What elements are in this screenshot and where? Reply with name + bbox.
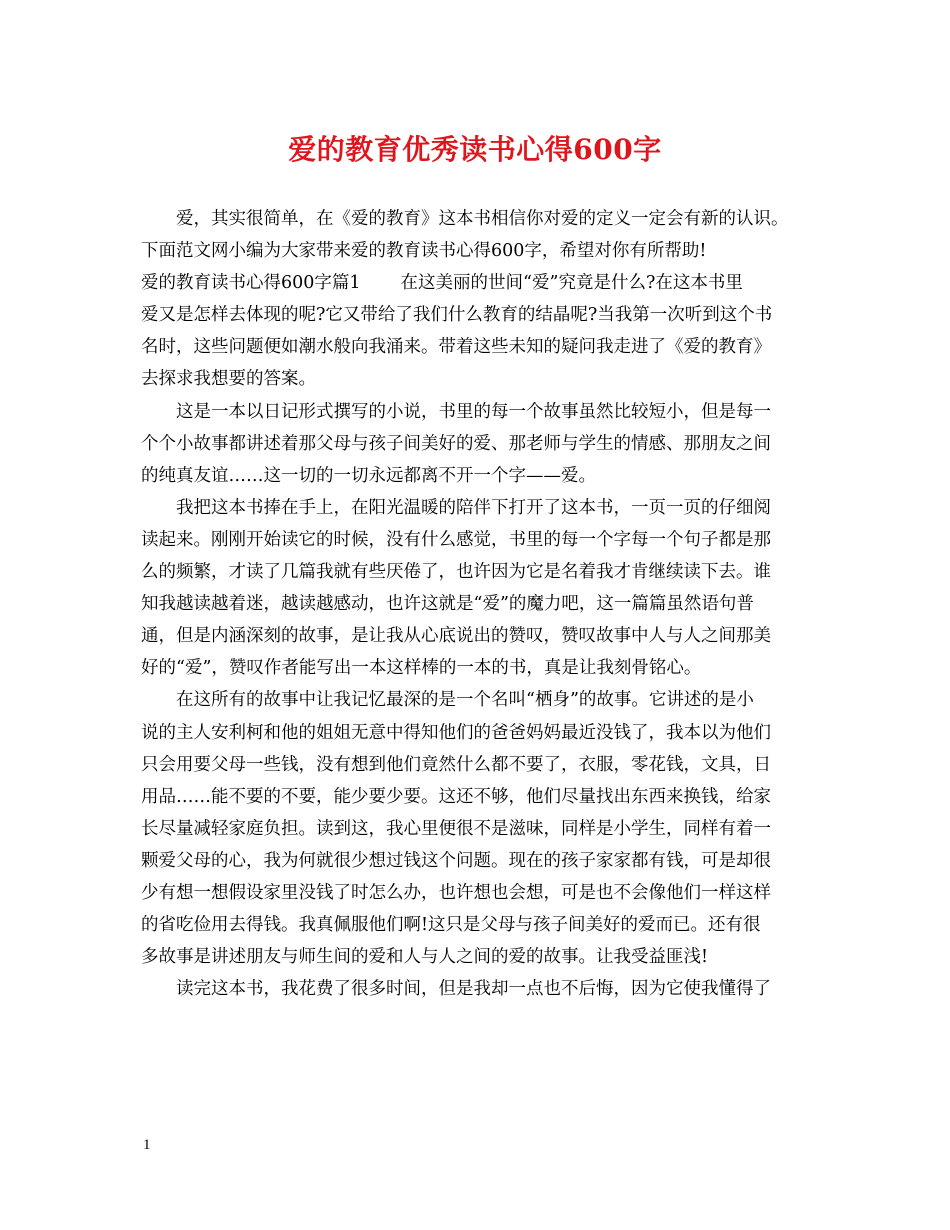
section-heading: 爱的教育读书心得600字篇1 <box>141 273 361 294</box>
text-line: 的纯真友谊……这一切的一切永远都离不开一个字——爱。 <box>141 465 596 486</box>
text-line: 去探求我想要的答案。 <box>141 369 316 390</box>
text-line: 下面范文网小编为大家带来爱的教育读书心得600字，希望对你有所帮助! <box>141 241 707 262</box>
text-line: 名时，这些问题便如潮水般向我涌来。带着这些未知的疑问我走进了《爱的教育》 <box>141 337 771 358</box>
text-line: 多故事是讲述朋友与师生间的爱和人与人之间的爱的故事。让我受益匪浅! <box>141 947 709 968</box>
text-line: 爱，其实很简单，在《爱的教育》这本书相信你对爱的定义一定会有新的认识。 <box>176 209 789 229</box>
text-line: 这是一本以日记形式撰写的小说，书里的每一个故事虽然比较短小，但是每一 <box>176 401 771 422</box>
document-body <box>141 203 813 1005</box>
text-line: 个个小故事都讲述着那父母与孩子间美好的爱、那老师与学生的情感、那朋友之间 <box>141 433 771 454</box>
text-line: 用品……能不要的不要，能少要少要。这还不够，他们尽量找出东西来换钱，给家 <box>141 786 771 807</box>
text-line <box>141 267 813 299</box>
text-line: 只会用要父母一些钱，没有想到他们竟然什么都不要了，衣服，零花钱，文具，日 <box>141 754 771 775</box>
page-number: 1 <box>143 1137 151 1153</box>
text-segment: 在这美丽的世间“爱”究竟是什么?在这本书里 <box>400 273 743 294</box>
text-line: 爱又是怎样去体现的呢?它又带给了我们什么教育的结晶呢?当我第一次听到这个书 <box>141 305 773 326</box>
text-line: 知我越读越着迷，越读越感动，也许这就是“爱”的魔力吧，这一篇篇虽然语句普 <box>141 594 754 615</box>
text-line: 么的频繁，才读了几篇我就有些厌倦了，也许因为它是名着我才肯继续读下去。谁 <box>141 562 771 583</box>
text-line: 好的“爱”，赞叹作者能写出一本这样棒的一本的书，真是让我刻骨铭心。 <box>141 658 702 679</box>
text-line: 通，但是内涵深刻的故事，是让我从心底说出的赞叹，赞叹故事中人与人之间那美 <box>141 626 771 647</box>
text-line: 说的主人安利柯和他的姐姐无意中得知他们的爸爸妈妈最近没钱了，我本以为他们 <box>141 722 771 743</box>
text-line: 长尽量减轻家庭负担。读到这，我心里便很不是滋味，同样是小学生，同样有着一 <box>141 818 771 839</box>
text-line: 在这所有的故事中让我记忆最深的是一个名叫“栖身”的故事。它讲述的是小 <box>176 690 754 711</box>
text-line: 读起来。刚刚开始读它的时候，没有什么感觉，书里的每一个字每一个句子都是那 <box>141 529 771 550</box>
text-line: 我把这本书捧在手上，在阳光温暖的陪伴下打开了这本书，一页一页的仔细阅 <box>176 497 771 518</box>
text-line: 的省吃俭用去得钱。我真佩服他们啊!这只是父母与孩子间美好的爱而已。还有很 <box>141 915 761 936</box>
document-title: 爱的教育优秀读书心得600字 <box>288 133 662 166</box>
text-line: 颗爱父母的心，我为何就很少想过钱这个问题。现在的孩子家家都有钱，可是却很 <box>141 850 771 871</box>
text-line: 读完这本书，我花费了很多时间，但是我却一点也不后悔，因为它使我懂得了 <box>176 979 771 1000</box>
text-line: 少有想一想假设家里没钱了时怎么办，也许想也会想，可是也不会像他们一样这样 <box>141 882 771 903</box>
